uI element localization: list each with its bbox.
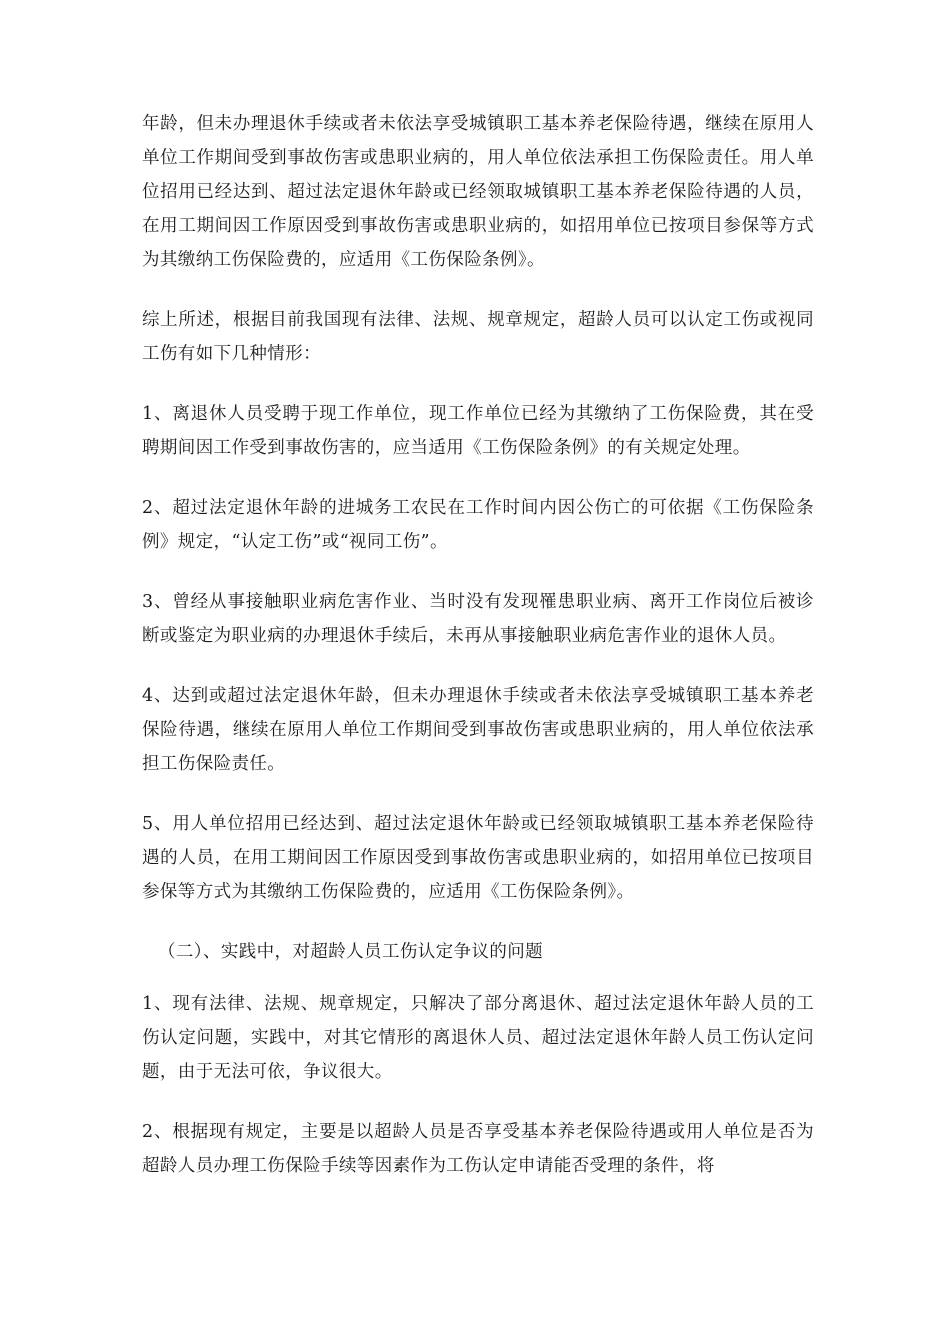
dispute-item-2: 2、根据现有规定，主要是以超龄人员是否享受基本养老保险待遇或用人单位是否为超龄人员办理工伤保险手续等因素作为工伤认定申请能否受理的条件，将 — [142, 1122, 814, 1176]
list-item-1: 1、离退休人员受聘于现工作单位，现工作单位已经为其缴纳了工伤保险费，其在受聘期间因工作受到事故伤害的，应当适用《工伤保险条例》的有关规定处理。 — [142, 404, 814, 458]
section-heading: （二）、实践中，对超龄人员工伤认定争议的问题 — [158, 942, 544, 962]
list-item-3: 3、曾经从事接触职业病危害作业、当时没有发现罹患职业病、离开工作岗位后被诊断或鉴定为职业病的办理退休手续后，未再从事接触职业病危害作业的退休人员。 — [142, 592, 814, 646]
dispute-item-1: 1、现有法律、法规、规章规定，只解决了部分离退休、超过法定退休年龄人员的工伤认定问题，实践中，对其它情形的离退休人员、超过法定退休年龄人员工伤认定问题，由于无法可依，争议很大。 — [142, 994, 814, 1082]
paragraph-summary: 综上所述，根据目前我国现有法律、法规、规章规定，超龄人员可以认定工伤或视同工伤有如下几种情形： — [142, 310, 814, 364]
list-item-2: 2、超过法定退休年龄的进城务工农民在工作时间内因公伤亡的可依据《工伤保险条例》规定，“认定工伤”或“视同工伤”。 — [142, 498, 814, 552]
document-body — [142, 107, 814, 1209]
list-item-4: 4、达到或超过法定退休年龄，但未办理退休手续或者未依法享受城镇职工基本养老保险待遇，继续在原用人单位工作期间受到事故伤害或患职业病的，用人单位依法承担工伤保险责任。 — [142, 686, 814, 774]
list-item-5: 5、用人单位招用已经达到、超过法定退休年龄或已经领取城镇职工基本养老保险待遇的人员，在用工期间因工作原因受到事故伤害或患职业病的，如招用单位已按项目参保等方式为其缴纳工伤保险费的，应适用《工伤保险条例》。 — [142, 814, 814, 902]
paragraph-continuation: 年龄，但未办理退休手续或者未依法享受城镇职工基本养老保险待遇，继续在原用人单位工作期间受到事故伤害或患职业病的，用人单位依法承担工伤保险责任。用人单位招用已经达到、超过法定退休年龄或已经领取城镇职工基本养老保险待遇的人员，在用工期间因工作原因受到事故伤害或患职业病的，如招用单位已按项目参保等方式为其缴纳工伤保险费的，应适用《工伤保险条例》。 — [142, 114, 814, 270]
